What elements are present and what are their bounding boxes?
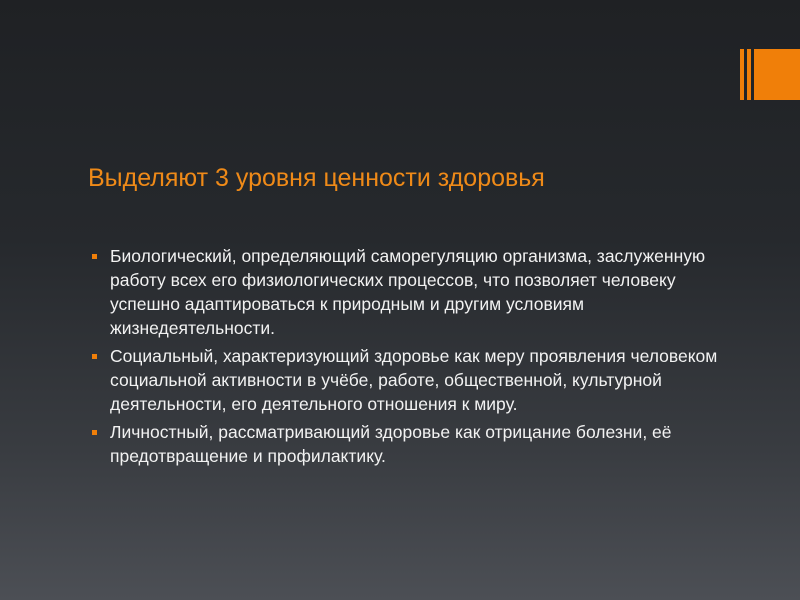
bullet-item-social (92, 344, 732, 416)
slide-title: Выделяют 3 уровня ценности здоровья (88, 164, 545, 192)
bullet-text: Личностный, рассматривающий здоровье как отрицание болезни, её предотвращение и профилактику. (110, 422, 672, 466)
square-bullet-icon (92, 254, 97, 259)
bullet-item-personal (92, 420, 732, 468)
bullet-item-biological (92, 244, 732, 340)
bullet-text: Биологический, определяющий саморегуляцию организма, заслуженную работу всех его физиологических процессов, что позволяет человеку успешно адаптироваться к природным и другим условиям жизнедеятельности. (110, 246, 706, 338)
bullet-text: Социальный, характеризующий здоровье как меру проявления человеком социальной активности в учёбе, работе, общественной, культурной деятельности, его деятельного отношения к миру. (110, 346, 718, 414)
accent-bars-decoration (740, 49, 800, 100)
accent-bar-thin-1 (740, 49, 744, 100)
square-bullet-icon (92, 354, 97, 359)
bullet-list (92, 244, 732, 472)
square-bullet-icon (92, 430, 97, 435)
accent-bar-wide (754, 49, 800, 100)
accent-bar-thin-2 (747, 49, 751, 100)
